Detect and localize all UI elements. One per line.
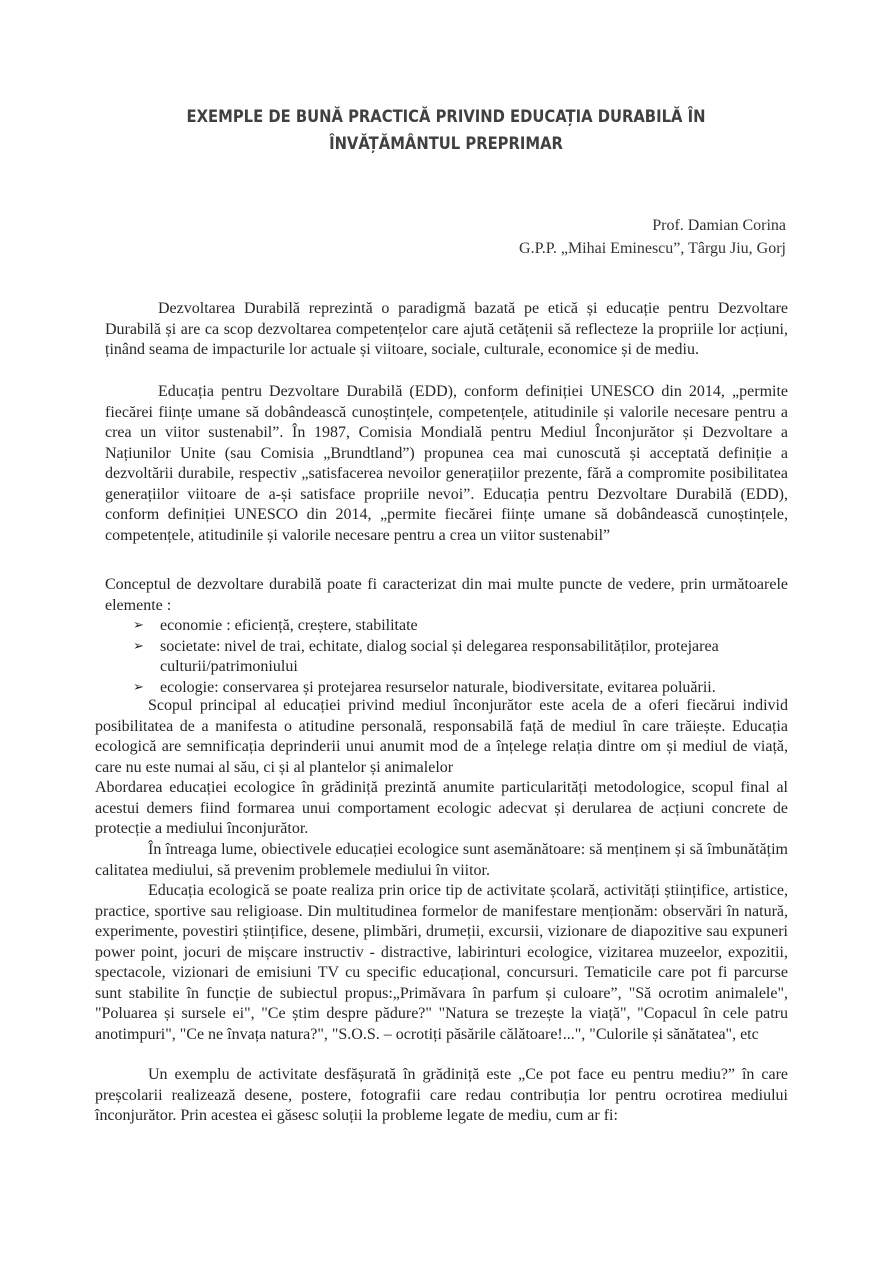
paragraph-activity-example: Un exemplu de activitate desfășurată în grădiniță este „Ce pot face eu pentru mediu?” în care preșcolarii realizează desene, postere, fotografii care redau contribuția lor pentru ocrotirea mediului înconjurător. Prin acestea ei găsesc soluții la probleme legate de mediu, cum ar fi:	[95, 1066, 788, 1124]
bullet-item-society	[133, 637, 788, 678]
bullet-text: societate: nivel de trai, echitate, dialog social și delegarea responsabilităților, protejarea culturii/patrimoniului	[160, 637, 719, 675]
document-title	[148, 104, 743, 158]
arrowhead-bullet-icon: ➢	[133, 638, 144, 654]
title-line-1: EXEMPLE DE BUNĂ PRACTICĂ PRIVIND EDUCAȚIA DURABILĂ ÎN	[186, 107, 706, 127]
paragraph-global-objectives: În întreaga lume, obiectivele educației ecologice sunt asemănătoare: să menținem și să îmbunătățim calitatea mediului, să prevenim problemele mediului în viitor.	[95, 841, 788, 879]
arrowhead-bullet-icon: ➢	[133, 679, 144, 695]
arrowhead-bullet-icon: ➢	[133, 618, 144, 633]
paragraph-concept-intro: Conceptul de dezvoltare durabilă poate fi caracterizat din mai multe puncte de vedere, prin următoarele elemente :	[105, 576, 788, 614]
elements-bullet-list	[133, 616, 788, 698]
paragraph-edd-definition: Educația pentru Dezvoltare Durabilă (EDD), conform definiției UNESCO din 2014, „permite fiecărei ființe umane să dobândească cunoștințele, competențele, atitudinile și valorile necesare pentru a crea un viitor sustenabil”. În 1987, Comisia Mondială pentru Mediul Înconjurător și Dezvoltare a Națiunilor Unite (sau Comisia „Brundtland”) propunea cea mai cunoscută și acceptată definiție a dezvoltării durabile, respectiv „satisfacerea nevoilor generațiilor prezente, fără a compromite posibilitatea generațiilor viitoare de a-și satisface propriile nevoi”. Educația pentru Dezvoltare Durabilă (EDD), conform definiției UNESCO din 2014, „permite fiecărei ființe umane să dobândească cunoștințele, competențele, atitudinile și valorile necesare pentru a crea un viitor sustenabil”	[105, 383, 788, 544]
paragraph-main-purpose: Scopul principal al educației privind mediul înconjurător este acela de a oferi fiecărui individ posibilitatea de a manifesta o atitudine personală, responsabilă față de mediul în care trăiește. Educația ecologică are semnificația deprinderii unui anumit mod de a înțelege relația dintre om și mediul de viață, care nu este numai al său, ci și al plantelor și animalelor	[95, 697, 788, 776]
bullet-item-economy	[133, 616, 788, 637]
paragraph-sustainable-development: Dezvoltarea Durabilă reprezintă o paradigmă bazată pe etică și educație pentru Dezvoltare Durabilă și are ca scop dezvoltarea competențelor care ajută cetățenii să reflecteze la propriile lor acțiuni, ținând seama de impacturile lor actuale și viitoare, sociale, culturale, economice și de mediu.	[105, 300, 788, 358]
paragraph-ecological-activities: Educația ecologică se poate realiza prin orice tip de activitate școlară, activități științifice, artistice, practice, sportive sau religioase. Din multitudinea formelor de manifestare menționăm: observări în natură, experimente, povestiri științifice, desene, plimbări, drumeții, excursii, vizionare de diapozitive sau expuneri power point, jocuri de mișcare instructiv - distractive, labirinturi ecologice, vizitarea muzeelor, expozitii, spectacole, vizionari de emisiuni TV cu specific educațional, concursuri. Tematicile care pot fi parcurse sunt stabilite în funcție de subiectul propus:„Primăvara în parfum și culoare”, "Să ocrotim animalele", "Poluarea și sursele ei", "Ce știm despre pădure?" "Natura se trezește la viață", "Copacul în cele patru anotimpuri", "Ce ne învața natura?", "S.O.S. – ocrotiți păsările călătoare!...", "Culorile și sănătatea", etc	[95, 882, 788, 1043]
bullet-item-ecology	[133, 678, 788, 699]
bullet-text: ecologie: conservarea și protejarea resurselor naturale, biodiversitate, evitarea poluării.	[160, 678, 716, 696]
author-block	[519, 214, 786, 260]
author-name: Prof. Damian Corina	[652, 217, 786, 234]
paragraph-kindergarten-approach: Abordarea educației ecologice în grădiniță prezintă anumite particularități metodologice, scopul final al acestui demers fiind formarea unui comportament ecologic adecvat și derularea de acțiuni concrete de protecție a mediului înconjurător.	[95, 779, 788, 837]
bullet-text: economie : eficiență, creștere, stabilitate	[160, 617, 418, 634]
title-line-2: ÎNVĂȚĂMÂNTUL PREPRIMAR	[329, 134, 563, 154]
author-institution: G.P.P. „Mihai Eminescu”, Târgu Jiu, Gorj	[519, 240, 786, 257]
